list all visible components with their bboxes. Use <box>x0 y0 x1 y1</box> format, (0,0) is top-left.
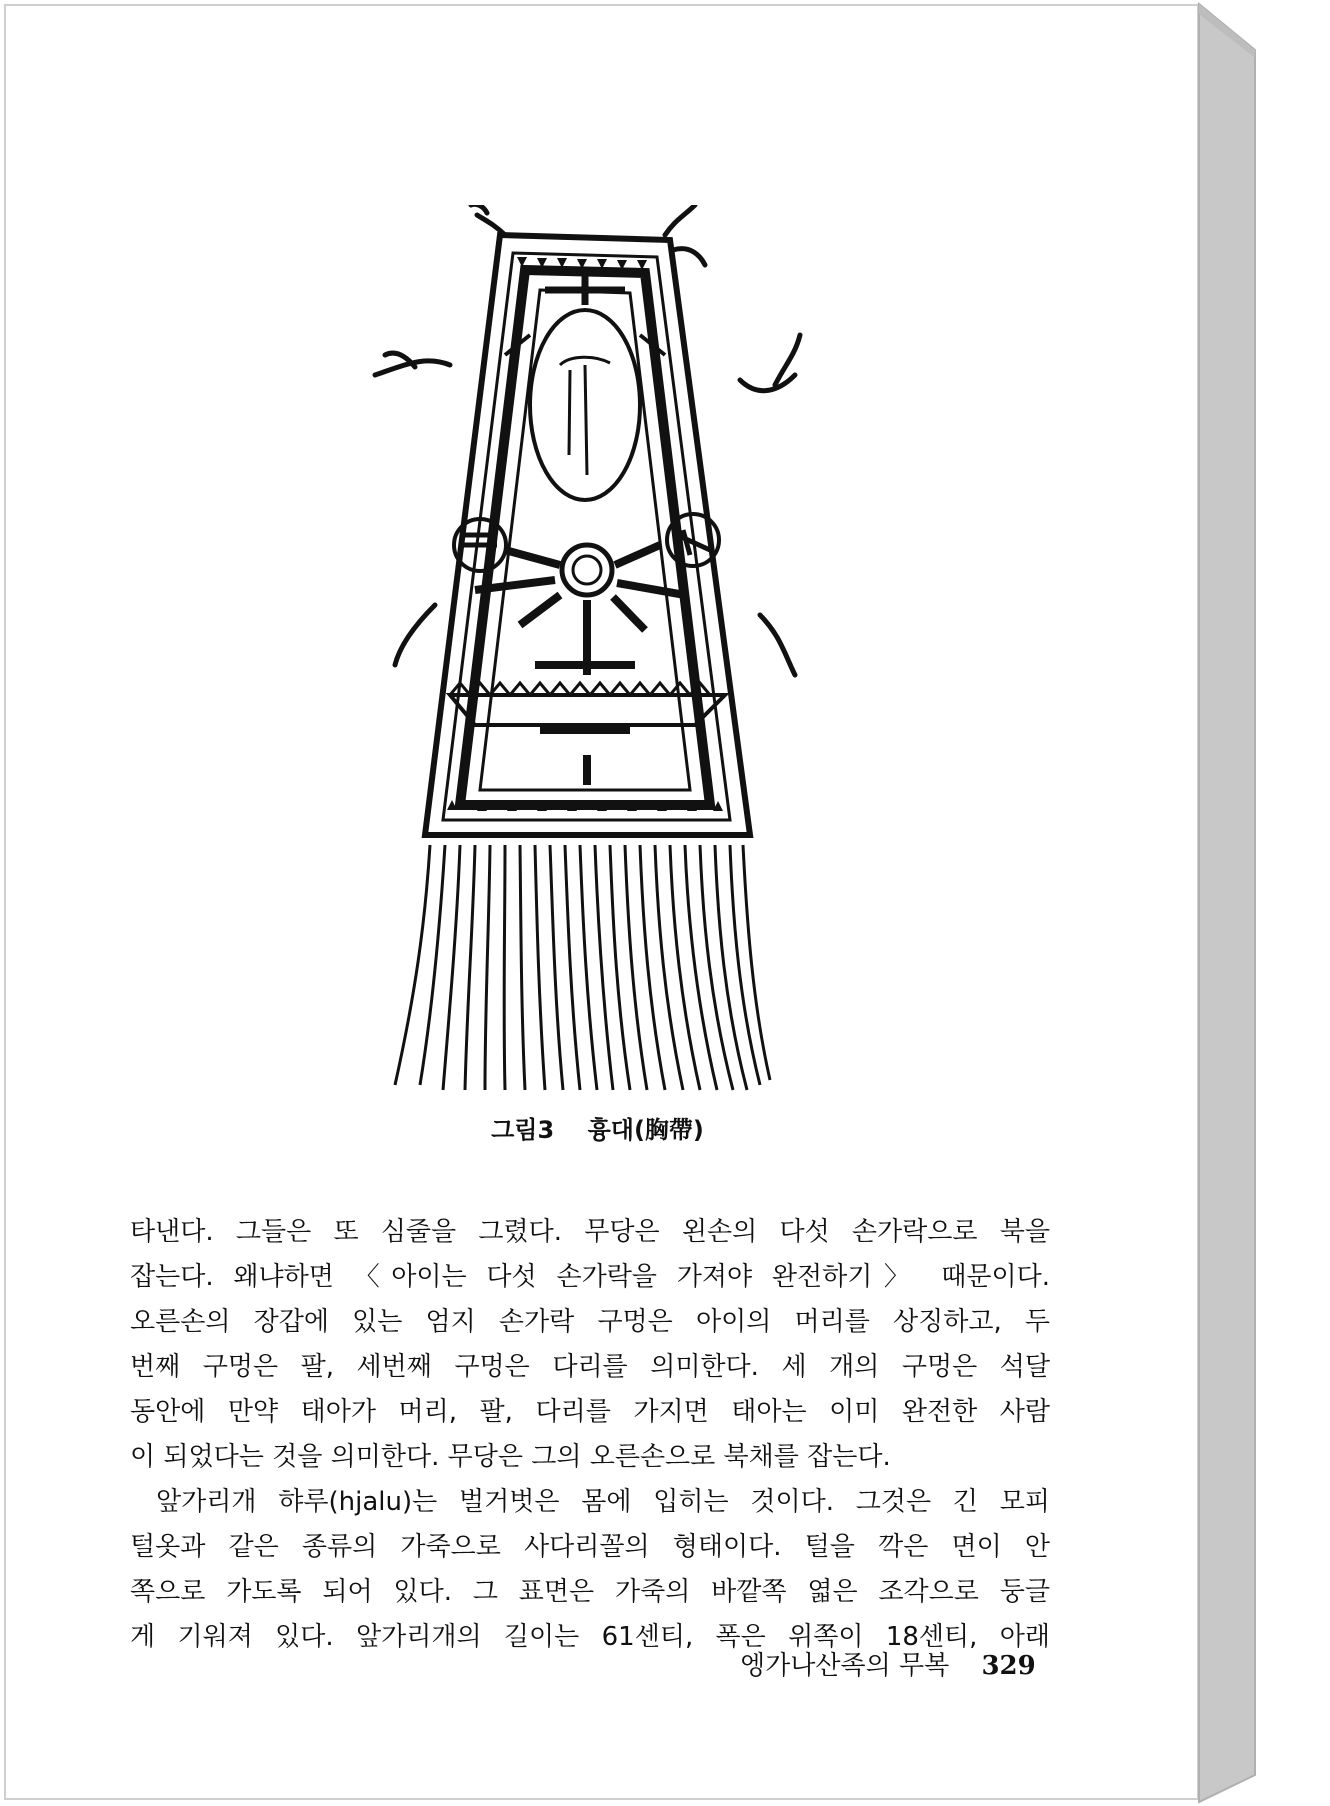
figure-caption <box>0 1110 1195 1145</box>
text-line: 앞가리개 햐루(hjalu)는 벌거벗은 몸에 입히는 것이다. 그것은 긴 모피 <box>156 1487 1050 1517</box>
breastplate-illustration <box>355 205 825 1095</box>
figure-label: 그림3 <box>491 1116 555 1144</box>
text-line: 게 기워져 있다. 앞가리개의 길이는 61센티, 폭은 위쪽이 18센티, 아래 <box>130 1622 1050 1652</box>
text-line: 잡는다. 왜냐하면 〈아이는 다섯 손가락을 가져야 완전하기〉 때문이다. <box>130 1262 1050 1292</box>
text-line: 이 되었다는 것을 의미한다. 무당은 그의 오른손으로 북채를 잡는다. <box>130 1442 891 1472</box>
page-number: 329 <box>981 1651 1036 1681</box>
text-line: 털옷과 같은 종류의 가죽으로 사다리꼴의 형태이다. 털을 깍은 면이 안 <box>130 1532 1050 1562</box>
text-line: 쪽으로 가도록 되어 있다. 그 표면은 가죽의 바깥쪽 엷은 조각으로 둥글 <box>130 1577 1050 1607</box>
running-title: 엥가나산족의 무복 <box>740 1651 950 1681</box>
text-line: 타낸다. 그들은 또 심줄을 그렸다. 무당은 왼손의 다섯 손가락으로 북을 <box>130 1217 1050 1247</box>
text-line: 동안에 만약 태아가 머리, 팔, 다리를 가지면 태아는 이미 완전한 사람 <box>130 1397 1050 1427</box>
body-text <box>130 1210 1050 1660</box>
text-line: 번째 구멍은 팔, 세번째 구멍은 다리를 의미한다. 세 개의 구멍은 석달 <box>130 1352 1050 1382</box>
figure-title: 흉대(胸帶) <box>587 1116 704 1144</box>
text-line: 오른손의 장갑에 있는 엄지 손가락 구멍은 아이의 머리를 상징하고, 두 <box>130 1307 1050 1337</box>
page-footer <box>740 1645 1036 1682</box>
